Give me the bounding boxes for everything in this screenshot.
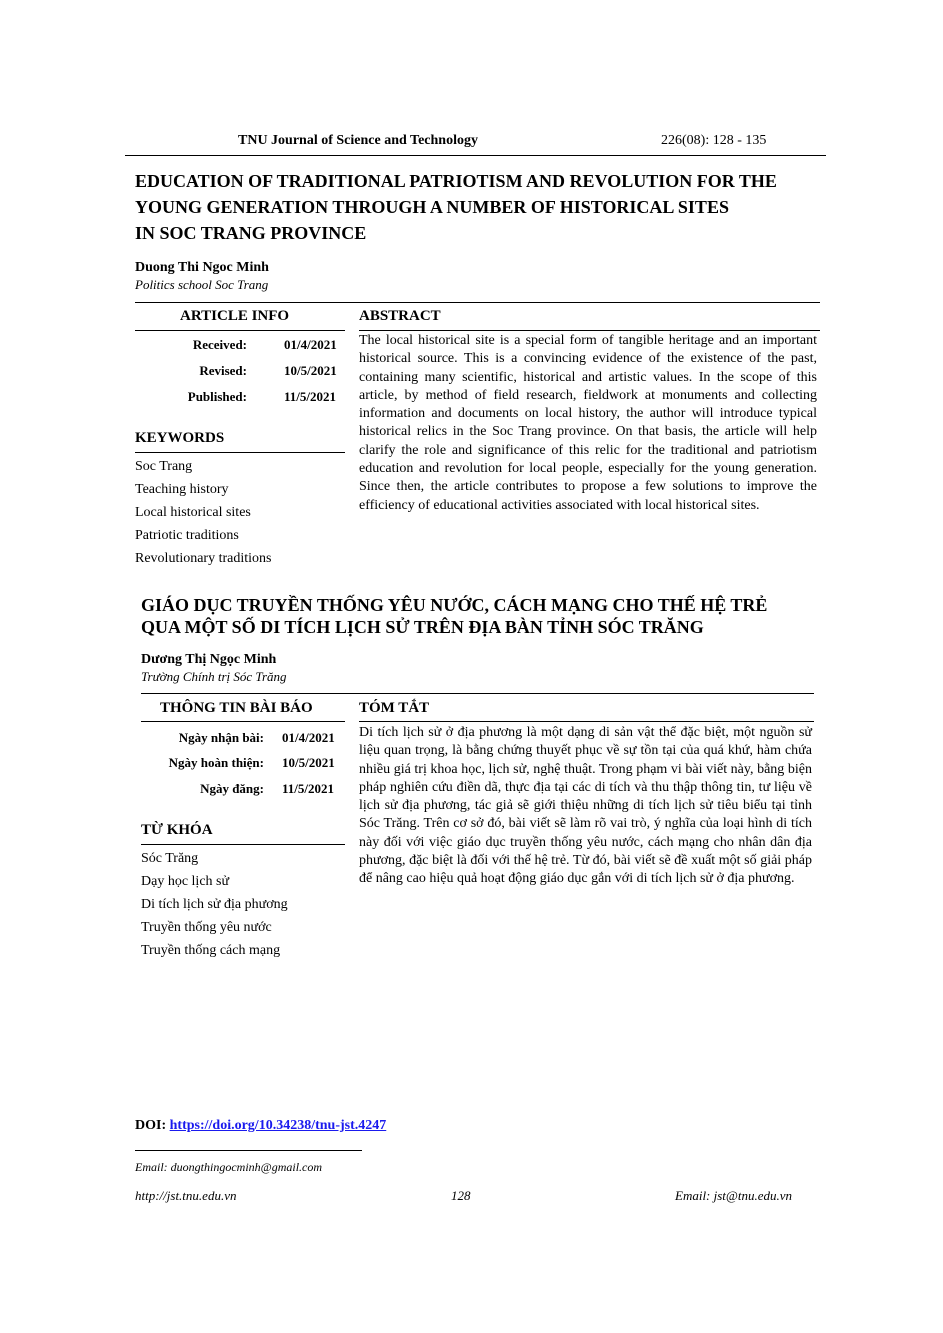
published-value-vi: 11/5/2021 — [282, 781, 335, 796]
keyword-item: Patriotic traditions — [135, 528, 239, 543]
info-divider — [141, 721, 345, 722]
title-line: IN SOC TRANG PROVINCE — [135, 223, 367, 243]
keyword-item: Truyền thống yêu nước — [141, 920, 272, 935]
title-line: GIÁO DỤC TRUYỀN THỐNG YÊU NƯỚC, CÁCH MẠNG CHO THẾ HỆ TRẺ — [141, 595, 768, 615]
keyword-item: Soc Trang — [135, 459, 193, 474]
published-label-en: Published: — [187, 389, 247, 404]
section-divider — [141, 693, 814, 694]
article-info-heading-en: ARTICLE INFO — [180, 308, 290, 324]
section-divider — [135, 302, 820, 303]
doi-link[interactable]: https://doi.org/10.34238/tnu-jst.4247 — [169, 1118, 387, 1133]
abstract-divider — [359, 721, 814, 722]
published-label-vi: Ngày đăng: — [200, 781, 264, 796]
keyword-item: Di tích lịch sử địa phương — [141, 897, 288, 912]
info-divider — [135, 330, 345, 331]
journal-volume: 226(08): 128 - 135 — [661, 133, 767, 148]
abstract-text-en: The local historical site is a special form of tangible heritage and an important historical source. This is a convincing evidence of the existence of the past, containing many scientific, historical and artistic values. In the scope of this article, by method of field research, fieldwork at monuments and collecting information and documents on local history, the author will introduce typical historical relics in the Soc Trang province. On that basis, the article will help clarify the role and significance of this relic for the traditional and patriotism education and revolution for local people, especially for the young generation. Since then, the article contributes to propose a few solutions to improve the efficiency of educational activities associated with local historical sites. — [359, 333, 817, 513]
author-en: Duong Thi Ngoc Minh — [135, 260, 269, 275]
affiliation-en: Politics school Soc Trang — [135, 277, 269, 292]
revised-value-vi: 10/5/2021 — [282, 755, 335, 770]
received-label-en: Received: — [192, 337, 247, 352]
author-vi: Dương Thị Ngọc Minh — [141, 652, 277, 667]
revised-value-en: 10/5/2021 — [284, 363, 337, 378]
keyword-item: Sóc Trăng — [141, 851, 199, 866]
revised-label-vi: Ngày hoàn thiện: — [168, 755, 264, 770]
author-email: Email: duongthingocminh@gmail.com — [135, 1160, 323, 1174]
article-title-vi — [141, 594, 831, 638]
title-line: EDUCATION OF TRADITIONAL PATRIOTISM AND REVOLUTION FOR THE — [135, 171, 777, 191]
received-label-vi: Ngày nhận bài: — [178, 730, 264, 745]
keywords-divider — [135, 452, 345, 453]
journal-name: TNU Journal of Science and Technology — [238, 133, 478, 148]
article-title-en — [135, 168, 825, 246]
keywords-divider — [141, 844, 345, 845]
abstract-heading-en: ABSTRACT — [359, 308, 441, 324]
keyword-item: Revolutionary traditions — [135, 551, 272, 566]
received-value-en: 01/4/2021 — [284, 337, 337, 352]
keywords-heading-en: KEYWORDS — [135, 430, 225, 446]
keywords-list-en — [135, 455, 271, 570]
abstract-text-vi: Di tích lịch sử ở địa phương là một dạng di sản vật thể đặc biệt, một nguồn sử liệu quan trọng, là bằng chứng thuyết phục về sự tồn tại của quá khứ, hàm chứa nhiều giá trị khoa học, lịch sử, nghệ thuật. Trong phạm vi bài viết này, bằng biện pháp nghiên cứu điền dã, thực địa tại các di tích và thu thập thông tin, tư liệu về lịch sử địa phương, tác giả sẽ giới thiệu những di tích lịch sử tiêu biểu tại tỉnh Sóc Trăng. Trên cơ sở đó, bài viết sẽ làm rõ vai trò, ý nghĩa của loại hình di tích này đối với việc giáo dục truyền thống yêu nước, cách mạng cho nhân dân địa phương, đặc biệt là đối với thế hệ trẻ. Từ đó, bài viết sẽ đề xuất một số giải pháp để nâng cao hiệu quả hoạt động giáo dục gắn với di tích lịch sử ở địa phương. — [359, 725, 812, 887]
page-number: 128 — [451, 1188, 471, 1203]
revised-label-en: Revised: — [199, 363, 247, 378]
received-value-vi: 01/4/2021 — [282, 730, 335, 745]
keywords-heading-vi: TỪ KHÓA — [141, 822, 213, 838]
keyword-item: Dạy học lịch sử — [141, 874, 230, 889]
abstract-heading-vi: TÓM TẮT — [359, 700, 430, 716]
footer-email: Email: jst@tnu.edu.vn — [675, 1188, 793, 1203]
affiliation-vi: Trường Chính trị Sóc Trăng — [141, 669, 287, 684]
doi-label: DOI: — [135, 1118, 167, 1133]
doi-line — [135, 1118, 386, 1134]
keyword-item: Local historical sites — [135, 505, 251, 520]
header-divider — [125, 155, 826, 156]
abstract-divider — [359, 330, 820, 331]
title-line: QUA MỘT SỐ DI TÍCH LỊCH SỬ TRÊN ĐỊA BÀN TỈNH SÓC TRĂNG — [141, 617, 704, 637]
footnote-divider — [135, 1150, 362, 1151]
keyword-item: Teaching history — [135, 482, 229, 497]
footer-website: http://jst.tnu.edu.vn — [135, 1188, 237, 1203]
keyword-item: Truyền thống cách mạng — [141, 943, 281, 958]
published-value-en: 11/5/2021 — [284, 389, 337, 404]
title-line: YOUNG GENERATION THROUGH A NUMBER OF HISTORICAL SITES — [135, 197, 729, 217]
article-info-heading-vi: THÔNG TIN BÀI BÁO — [160, 700, 313, 716]
keywords-list-vi — [141, 847, 288, 962]
